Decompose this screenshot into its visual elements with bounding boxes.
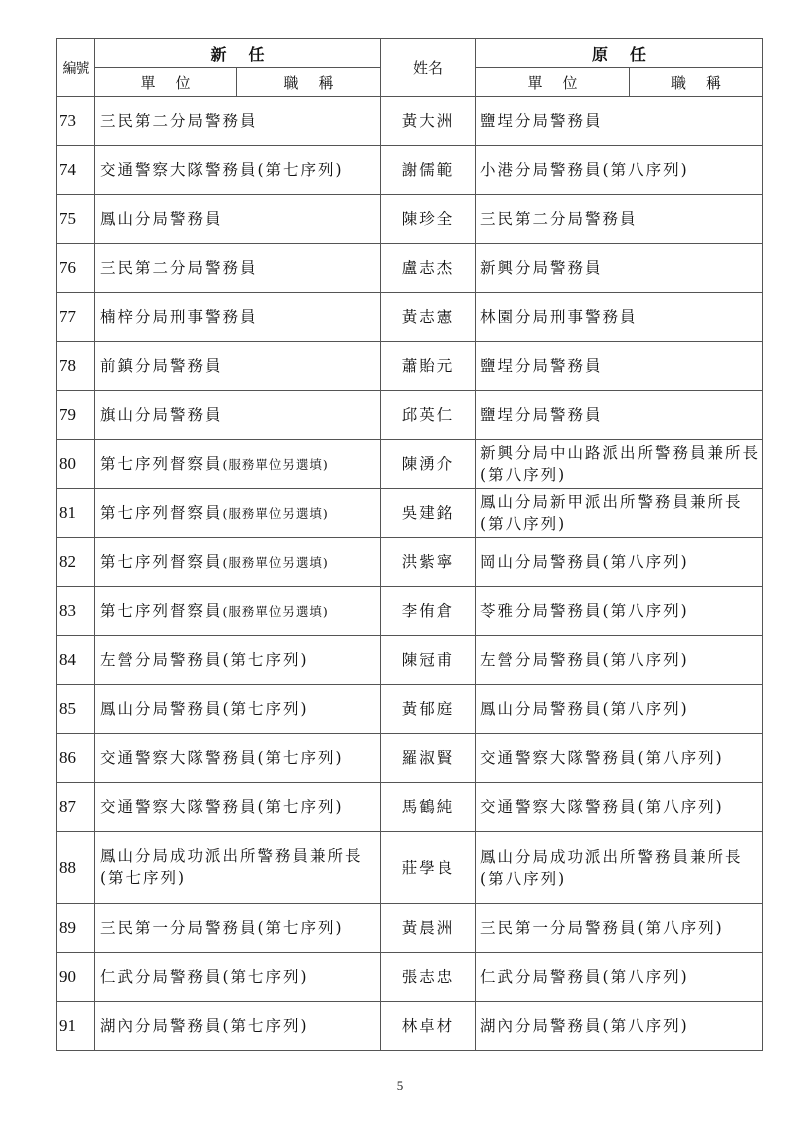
original-position: 岡山分局警務員(第八序列) [476,538,763,587]
row-number: 87 [57,783,95,832]
original-position: 鳳山分局新甲派出所警務員兼所長(第八序列) [476,489,763,538]
new-position [95,904,381,953]
person-name: 李侑倉 [381,587,476,636]
person-name: 黃郁庭 [381,685,476,734]
person-name: 張志忠 [381,953,476,1002]
table-row [57,904,763,953]
row-number: 74 [57,146,95,195]
row-number: 85 [57,685,95,734]
person-name: 莊學良 [381,832,476,904]
new-position-text: 仁武分局警務員(第七序列) [100,967,309,986]
new-position-text: 三民第一分局警務員(第七序列) [100,918,344,937]
table-row [57,636,763,685]
person-name: 陳湧介 [381,440,476,489]
original-position: 鹽埕分局警務員 [476,391,763,440]
row-number: 81 [57,489,95,538]
table-row [57,244,763,293]
new-position [95,734,381,783]
new-position-text: 鳳山分局警務員 [100,209,223,228]
new-position-text: 左營分局警務員(第七序列) [100,650,309,669]
original-position: 交通警察大隊警務員(第八序列) [476,783,763,832]
table-row [57,146,763,195]
person-name: 黃大洲 [381,97,476,146]
new-position [95,685,381,734]
person-name: 黃志憲 [381,293,476,342]
new-position-note: (服務單位另選填) [222,554,329,570]
new-position [95,146,381,195]
new-position [95,489,381,538]
original-position: 三民第二分局警務員 [476,195,763,244]
page-number: 5 [396,1078,404,1093]
original-position: 小港分局警務員(第八序列) [476,146,763,195]
row-number: 91 [57,1002,95,1051]
table-row [57,391,763,440]
person-name: 盧志杰 [381,244,476,293]
new-position-text: 旗山分局警務員 [100,405,223,424]
table-row [57,734,763,783]
new-position-text: 湖內分局警務員(第七序列) [100,1016,309,1035]
row-number: 88 [57,832,95,904]
person-name: 謝儒範 [381,146,476,195]
new-position [95,1002,381,1051]
table-row [57,587,763,636]
new-position [95,391,381,440]
original-position: 林園分局刑事警務員 [476,293,763,342]
original-position: 新興分局警務員 [476,244,763,293]
table-row [57,489,763,538]
new-position [95,244,381,293]
new-position [95,832,381,904]
row-number: 78 [57,342,95,391]
person-name: 陳冠甫 [381,636,476,685]
new-position-text: 鳳山分局成功派出所警務員兼所長 (第七序列) [100,847,363,887]
original-position: 鹽埕分局警務員 [476,97,763,146]
table-header [57,39,763,97]
new-position-text: 前鎮分局警務員 [100,356,223,375]
new-position-text: 交通警察大隊警務員(第七序列) [100,748,344,767]
original-position: 鹽埕分局警務員 [476,342,763,391]
table-row [57,783,763,832]
row-number: 76 [57,244,95,293]
new-position-text: 第七序列督察員 [100,503,223,522]
person-name: 陳珍全 [381,195,476,244]
row-number: 90 [57,953,95,1002]
new-position-text: 第七序列督察員 [100,552,223,571]
original-position: 鳳山分局成功派出所警務員兼所長(第八序列) [476,832,763,904]
new-position-note: (服務單位另選填) [222,505,329,521]
new-position [95,783,381,832]
new-position [95,538,381,587]
original-position: 左營分局警務員(第八序列) [476,636,763,685]
new-position-text: 鳳山分局警務員(第七序列) [100,699,309,718]
header-number: 編號 [57,39,95,97]
new-position-text: 第七序列督察員 [100,454,223,473]
header-old-title: 職稱 [630,68,763,97]
row-number: 77 [57,293,95,342]
new-position [95,342,381,391]
table-row [57,685,763,734]
header-name: 姓名 [381,39,476,97]
new-position [95,636,381,685]
new-position [95,97,381,146]
new-position-text: 交通警察大隊警務員(第七序列) [100,797,344,816]
new-position-note: (服務單位另選填) [222,456,329,472]
header-new-unit: 單位 [95,68,237,97]
original-position: 湖內分局警務員(第八序列) [476,1002,763,1051]
table-row [57,440,763,489]
new-position-text: 第七序列督察員 [100,601,223,620]
header-old-unit: 單位 [476,68,630,97]
row-number: 73 [57,97,95,146]
row-number: 89 [57,904,95,953]
person-name: 洪紫寧 [381,538,476,587]
original-position: 苓雅分局警務員(第八序列) [476,587,763,636]
header-new-title: 職稱 [237,68,381,97]
table-row [57,342,763,391]
row-number: 83 [57,587,95,636]
original-position: 交通警察大隊警務員(第八序列) [476,734,763,783]
person-name: 吳建銘 [381,489,476,538]
new-position [95,587,381,636]
row-number: 82 [57,538,95,587]
new-position-text: 三民第二分局警務員 [100,111,258,130]
original-position: 三民第一分局警務員(第八序列) [476,904,763,953]
row-number: 75 [57,195,95,244]
row-number: 79 [57,391,95,440]
table-row [57,953,763,1002]
personnel-transfer-table [56,38,763,1051]
table-row [57,538,763,587]
person-name: 林卓材 [381,1002,476,1051]
table-row [57,195,763,244]
new-position-text: 楠梓分局刑事警務員 [100,307,258,326]
person-name: 蕭貽元 [381,342,476,391]
row-number: 80 [57,440,95,489]
original-position: 鳳山分局警務員(第八序列) [476,685,763,734]
person-name: 黃晨洲 [381,904,476,953]
table-row [57,293,763,342]
table-row [57,97,763,146]
person-name: 羅淑賢 [381,734,476,783]
new-position-text: 交通警察大隊警務員(第七序列) [100,160,344,179]
new-position-note: (服務單位另選填) [222,603,329,619]
table-body [57,97,763,1051]
row-number: 84 [57,636,95,685]
new-position-text: 三民第二分局警務員 [100,258,258,277]
new-position [95,440,381,489]
header-original-appointment: 原任 [476,39,763,68]
person-name: 邱英仁 [381,391,476,440]
table-row [57,832,763,904]
new-position [95,195,381,244]
row-number: 86 [57,734,95,783]
original-position: 仁武分局警務員(第八序列) [476,953,763,1002]
new-position [95,953,381,1002]
original-position: 新興分局中山路派出所警務員兼所長(第八序列) [476,440,763,489]
table-row [57,1002,763,1051]
header-new-appointment: 新任 [95,39,381,68]
person-name: 馬鶴純 [381,783,476,832]
new-position [95,293,381,342]
